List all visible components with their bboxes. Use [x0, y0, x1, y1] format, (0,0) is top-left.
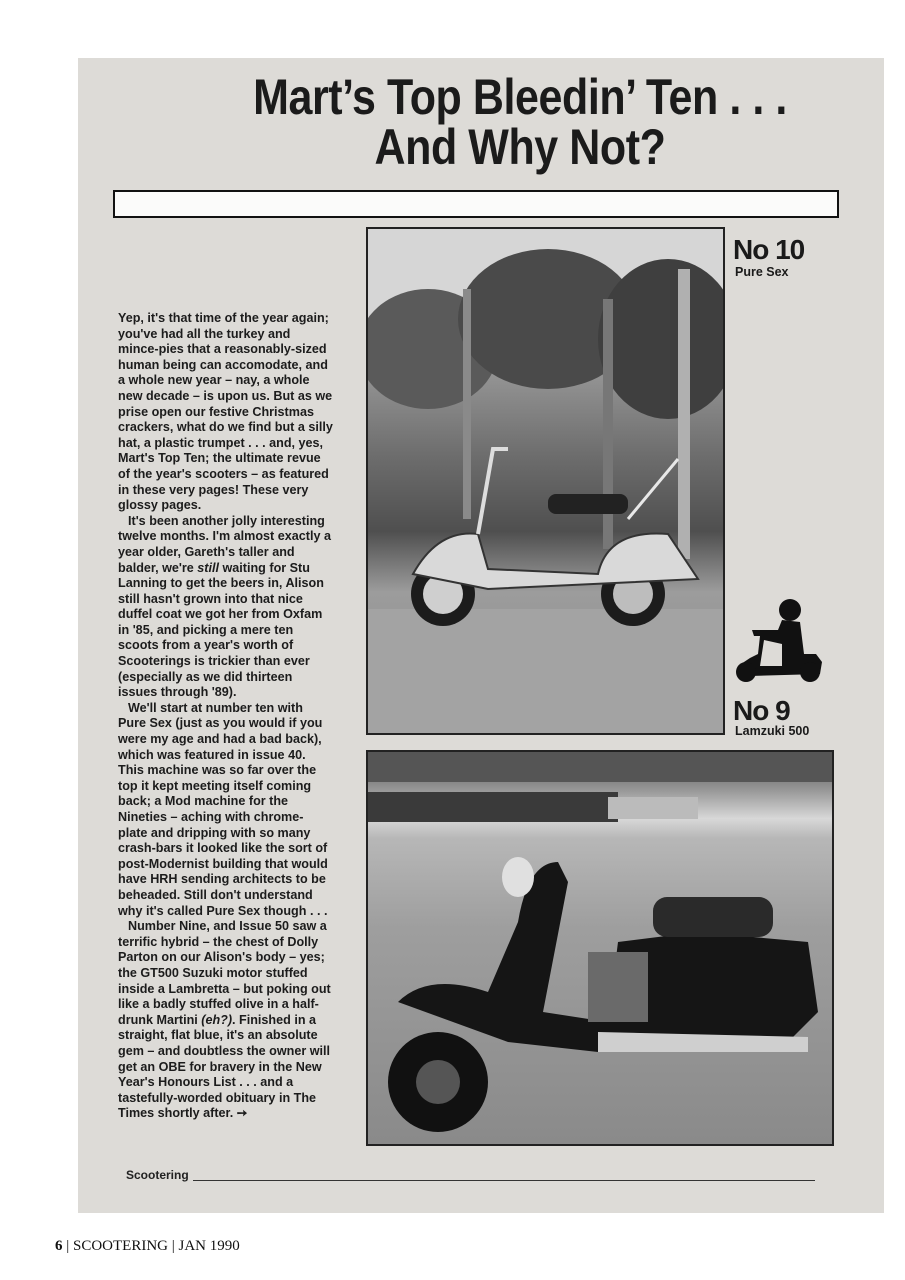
text-segment: Year's Honours List . . . and a: [118, 1075, 294, 1090]
page-number: 6: [55, 1238, 63, 1254]
body-text-line: [118, 576, 368, 592]
body-text-line: [118, 716, 368, 732]
text-segment: Mart's Top Ten; the ultimate revue: [118, 451, 321, 466]
body-text-line: [118, 561, 368, 577]
scooter-photo-illustration: [368, 229, 723, 733]
text-segment: (especially as we did thirteen: [118, 669, 293, 684]
text-segment: prise open our festive Christmas: [118, 404, 314, 419]
body-text-line: [118, 966, 368, 982]
footer-magazine-name: Scootering: [126, 1168, 189, 1182]
body-text-line: [118, 794, 368, 810]
scooter-rider-icon: [730, 596, 826, 684]
body-text-line: [118, 389, 368, 405]
body-text-line: [118, 1028, 368, 1044]
headline-rule-box: [113, 190, 839, 218]
text-segment: twelve months. I'm almost exactly a: [118, 529, 331, 544]
body-text-line: [118, 950, 368, 966]
text-segment: We'll start at number ten with: [128, 700, 303, 715]
body-text-line: [118, 810, 368, 826]
body-text-line: [118, 779, 368, 795]
text-segment: of the year's scooters – as featured: [118, 466, 329, 481]
body-text-line: [118, 685, 368, 701]
body-text-line: [118, 483, 368, 499]
body-text-line: [118, 919, 368, 935]
body-text-line: [118, 670, 368, 686]
body-text-line: [118, 327, 368, 343]
text-segment: . Finished in a: [232, 1012, 317, 1027]
text-segment: It's been another jolly interesting: [128, 513, 325, 528]
body-text-line: [118, 436, 368, 452]
body-text-line: [118, 467, 368, 483]
text-segment: balder, we're: [118, 560, 198, 575]
text-segment: waiting for Stu: [219, 560, 310, 575]
body-text-line: [118, 732, 368, 748]
text-segment: beheaded. Still don't understand: [118, 887, 313, 902]
body-text-line: [118, 1060, 368, 1076]
text-segment: gem – and doubtless the owner will: [118, 1043, 331, 1058]
article-body: [118, 311, 368, 1122]
text-segment: tastefully-worded obituary in The: [118, 1090, 317, 1105]
body-text-line: [118, 748, 368, 764]
body-text-line: [118, 904, 368, 920]
text-segment: Nineties – aching with chrome-: [118, 810, 304, 824]
text-segment: have HRH sending architects to be: [118, 872, 326, 887]
text-segment: a whole new year – nay, a whole: [118, 373, 310, 388]
body-text-line: [118, 935, 368, 951]
entry-name-10: Pure Sex: [735, 265, 789, 279]
text-segment: inside a Lambretta – but poking out: [118, 981, 331, 996]
text-segment: crackers, what do we find but a silly: [118, 420, 333, 435]
text-segment: get an OBE for bravery in the New: [118, 1059, 322, 1074]
text-segment: duffel coat we got her from Oxfam: [118, 607, 323, 622]
body-text-line: [118, 451, 368, 467]
body-text-line: [118, 1075, 368, 1091]
text-segment: drunk Martini: [118, 1012, 202, 1027]
text-segment: human being can accomodate, and: [118, 357, 328, 372]
body-text-line: [118, 592, 368, 608]
text-segment: scoots from a year's worth of: [118, 638, 294, 653]
text-segment: you've had all the turkey and: [118, 326, 291, 341]
body-text-line: [118, 763, 368, 779]
body-text-line: [118, 826, 368, 842]
text-segment: which was featured in issue 40.: [118, 747, 306, 762]
body-text-line: [118, 498, 368, 514]
text-segment: terrific hybrid – the chest of Dolly: [118, 934, 319, 949]
entry-number-10: No 10: [733, 234, 805, 265]
body-text-line: [118, 872, 368, 888]
body-text-line: [118, 1106, 368, 1122]
text-segment: new decade – is upon us. But as we: [118, 388, 333, 403]
body-text-line: [118, 358, 368, 374]
text-segment: post-Modernist building that would: [118, 856, 328, 871]
photo-lamzuki-500-scooter: [366, 750, 834, 1146]
scooter-photo-illustration: [368, 752, 832, 1144]
headline-line-1: Mart’s Top Bleedin’ Ten . . .: [253, 69, 787, 125]
text-segment: straight, flat blue, it's an absolute: [118, 1028, 318, 1043]
text-segment: Yep, it's that time of the year again;: [118, 311, 329, 325]
text-segment: hat, a plastic trumpet . . . and, yes,: [118, 435, 324, 450]
text-segment: were my age and had a bad back),: [118, 732, 322, 747]
text-segment: like a badly stuffed olive in a half-: [118, 997, 319, 1012]
body-text-line: [118, 1013, 368, 1029]
body-text-line: [118, 857, 368, 873]
body-text-line: [118, 514, 368, 530]
text-segment: This machine was so far over the: [118, 763, 317, 778]
text-segment: top it kept meeting itself coming: [118, 778, 312, 793]
text-segment: plate and dripping with so many: [118, 825, 311, 840]
text-segment: Times shortly after. ➙: [118, 1106, 248, 1121]
text-segment: in these very pages! These very: [118, 482, 309, 497]
body-text-line: [118, 405, 368, 421]
issue-label: | SCOOTERING | JAN 1990: [62, 1238, 240, 1254]
text-segment: Lanning to get the beers in, Alison: [118, 576, 324, 591]
text-segment: Pure Sex (just as you would if you: [118, 716, 323, 731]
text-segment: the GT500 Suzuki motor stuffed: [118, 965, 308, 980]
body-text-line: [118, 342, 368, 358]
text-segment: Parton on our Alison's body – yes;: [118, 950, 325, 965]
page-caption: [55, 1238, 240, 1255]
photo-pure-sex-scooter: [366, 227, 725, 735]
entry-name-9: Lamzuki 500: [735, 724, 810, 738]
body-text-line: [118, 1044, 368, 1060]
entry-number-9: No 9: [733, 695, 790, 726]
text-segment: glossy pages.: [118, 498, 202, 513]
body-text-line: [118, 888, 368, 904]
text-segment: issues through '89).: [118, 685, 237, 700]
body-text-line: [118, 997, 368, 1013]
text-segment: Scooterings is trickier than ever: [118, 654, 310, 669]
text-segment: mince-pies that a reasonably-sized: [118, 342, 327, 357]
text-segment: still hasn't grown into that nice: [118, 591, 303, 606]
body-text-line: [118, 607, 368, 623]
body-text-line: [118, 982, 368, 998]
body-text-line: [118, 545, 368, 561]
italic-text: (eh?): [201, 1012, 233, 1027]
text-segment: Number Nine, and Issue 50 saw a: [128, 919, 327, 934]
italic-text: still: [197, 560, 219, 575]
text-segment: why it's called Pure Sex though . . .: [118, 903, 328, 918]
body-text-line: [118, 1091, 368, 1107]
body-text-line: [118, 529, 368, 545]
body-text-line: [118, 420, 368, 436]
text-segment: back; a Mod machine for the: [118, 794, 289, 809]
body-text-line: [118, 841, 368, 857]
headline-line-2: And Why Not?: [374, 119, 666, 175]
body-text-line: [118, 311, 368, 327]
body-text-line: [118, 654, 368, 670]
text-segment: in '85, and picking a mere ten: [118, 622, 294, 637]
text-segment: crash-bars it looked like the sort of: [118, 841, 328, 856]
body-text-line: [118, 623, 368, 639]
text-segment: year older, Gareth's taller and: [118, 544, 295, 559]
body-text-line: [118, 701, 368, 717]
body-text-line: [118, 638, 368, 654]
footer-rule: [193, 1180, 815, 1181]
body-text-line: [118, 373, 368, 389]
